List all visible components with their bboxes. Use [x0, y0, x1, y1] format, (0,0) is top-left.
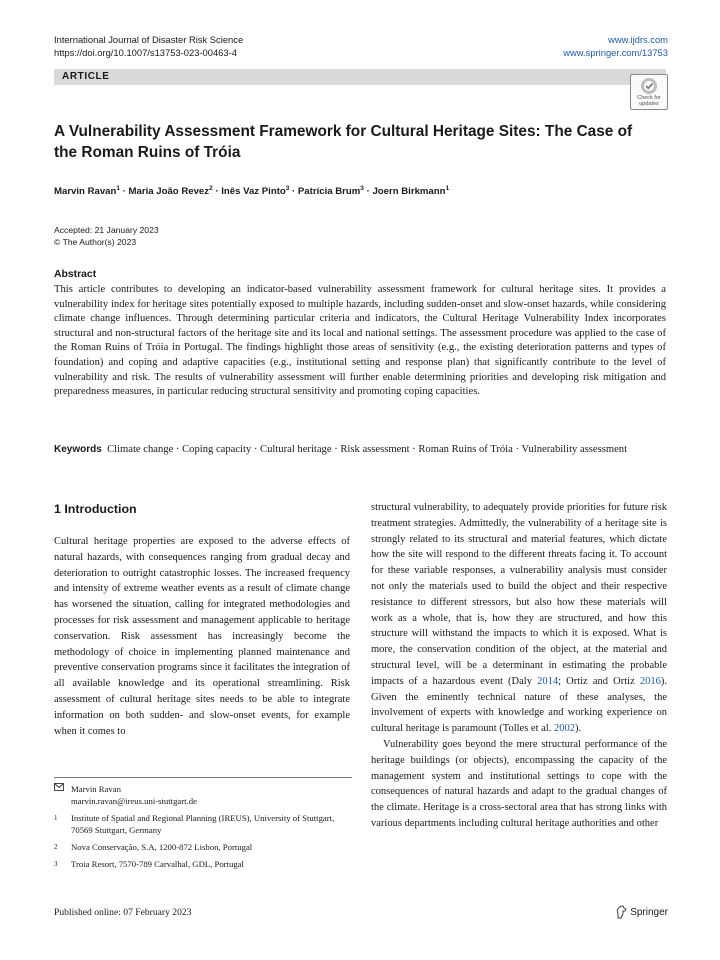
author-affiliation-mark: 2	[209, 185, 213, 192]
affiliation-footnote	[54, 841, 350, 853]
author-affiliation-mark: 1	[445, 185, 450, 192]
journal-website-link[interactable]: www.ijdrs.com	[608, 34, 668, 45]
keywords-list: Climate change · Coping capacity · Cultural heritage · Risk assessment · Roman Ruins of Tróia · Vulnerability assessment	[107, 444, 628, 455]
footnotes	[54, 783, 350, 875]
section-heading-introduction: 1 Introduction	[54, 502, 137, 516]
affiliation-number: 1	[54, 814, 58, 822]
affiliation-number: 2	[54, 843, 58, 851]
article-dates	[54, 224, 159, 248]
keywords-label: Keywords	[54, 444, 102, 455]
publisher-name: Springer	[630, 906, 668, 918]
affiliation-number: 3	[54, 860, 58, 868]
keywords	[54, 443, 666, 458]
abstract-text: This article contributes to developing an indicator-based vulnerability assessment framework for cultural heritage sites. It provides a vulnerability index for heritage sites potentially exposed to multiple hazards, including sudden-onset and slow-onset hazards, while considering climate change influences. Through determining particular criteria and indicators, the Cultural Heritage Vulnerability Index incorporates structural and non-structural factors of the heritage site and its local and national settings. The assessment procedure was applied to the case of the Roman Ruins of Tróia in Portugal. The findings highlight those areas of sensitivity (e.g., the existing deterioration patterns and types of foundation) and coping and adaptive capacities (e.g., institutional setting and response plan) that significantly contribute to the level of vulnerability and risk. The results of vulnerability assessment will further enable determining priorities and developing risk mitigation and preparedness measures, in particular reducing structural sensitivity and promoting coping capacities.	[54, 284, 666, 398]
author-list: Marvin Ravan$^1$ · Maria João Revez$^2$ · Inês Vaz Pinto$^3$ · Patrícia Brum$^3$ · Joern Birkmann$^1$	[54, 185, 450, 198]
citation-link[interactable]: 2002	[553, 723, 575, 735]
affiliation-text: Nova Conservação, S.A, 1200-872 Lisbon, Portugal	[71, 842, 253, 852]
body-column-right	[371, 500, 667, 832]
published-date: Published online: 07 February 2023	[54, 907, 192, 918]
body-column-left: Cultural heritage properties are exposed to the adverse effects of natural hazards, with consequences ranging from gradual decay and deterioration to outright catastrophic losses. The increased frequency and intensity of extreme weather events as a result of climate change has worsened the situation, calling for integrated methodologies and processes for risk assessment and management applicable to heritage conservation. Risk assessment has increasingly become the methodology of choice in implementing planned maintenance and preventive conservation programs since it facilitates the integration of all available knowledge and its operational streamlining. Risk assessment of cultural heritage sites needs to be able to integrate information on both sudden- and slow-onset events, for example when it comes to	[54, 536, 350, 737]
check-updates-text: Check for updates	[637, 95, 661, 107]
author-affiliation-mark: 3	[285, 185, 290, 192]
body-text: structural vulnerability, to adequately provide priorities for future risk treatment strategies. Admittedly, the vulnerability of a heritage site is strongly related to its structural and material features, which dictate how the site will respond to the different threats facing it. To account for these variable responses, a vulnerability analysis must consider not only the materials used to build the object and their respective resistance to different stressors, but also how these materials will work as a whole, that is, how they are structured, and how this structure will withstand the impacts to which it is exposed. What is more, the conservation condition of the object, at the material and structural level, will be a determinant in estimating the probable impacts of a hazardous event (Daly	[371, 502, 667, 687]
body-text: ).	[574, 723, 582, 735]
springer-journal-link[interactable]: www.springer.com/13753	[563, 47, 668, 58]
section-label: ARTICLE	[62, 71, 110, 82]
accepted-date: Accepted: 21 January 2023	[54, 225, 159, 235]
copyright-notice: © The Author(s) 2023	[54, 237, 137, 247]
citation-link[interactable]: 2016	[639, 675, 661, 687]
check-for-updates-badge[interactable]	[630, 74, 668, 110]
body-text: ; Ortiz and Ortiz	[558, 675, 640, 687]
affiliation-text: Institute of Spatial and Regional Planning (IREUS), University of Stuttgart, 70569 Stuttgart, Germany	[71, 813, 335, 835]
footnote-divider	[54, 777, 352, 778]
doi-link[interactable]: https://doi.org/10.1007/s13753-023-00463-4	[54, 47, 237, 58]
journal-name: International Journal of Disaster Risk Science	[54, 34, 244, 45]
corresponding-author-name: Marvin Ravan	[71, 784, 121, 794]
section-bar	[54, 69, 666, 85]
body-paragraph	[371, 500, 667, 737]
author-name[interactable]: Marvin Ravan	[54, 186, 117, 198]
author-name[interactable]: Maria João Revez	[128, 186, 210, 198]
article-title: A Vulnerability Assessment Framework for Cultural Heritage Sites: The Case of the Roman Ruins of Tróia	[54, 123, 633, 161]
envelope-icon	[54, 783, 64, 795]
author-name[interactable]: Joern Birkmann	[372, 186, 446, 198]
body-paragraph: Vulnerability goes beyond the mere structural performance of the heritage buildings (or objects), encompassing the capacity of the management system and institutional settings to cope with the consequences of natural hazards and adapt to the gradual changes of the climate. Heritage is a cross-sectoral area that has strong links with various departments including cultural heritage authorities and other	[371, 738, 667, 829]
body-text: ). Given the eminently technical nature of these analyses, the involvement of experts with knowledge and working experience on cultural heritage is paramount (Tolles et al.	[371, 675, 667, 735]
corresponding-author	[54, 783, 350, 807]
author-name[interactable]: Inês Vaz Pinto	[221, 186, 286, 198]
journal-links	[563, 33, 668, 59]
publisher-logo	[615, 905, 668, 919]
affiliation-text: Troia Resort, 7570-789 Carvalhal, GDL, Portugal	[71, 859, 244, 869]
author-name[interactable]: Patrícia Brum	[297, 186, 361, 198]
abstract-heading: Abstract	[54, 269, 97, 280]
corresponding-author-email[interactable]: marvin.ravan@ireus.uni-stuttgart.de	[71, 796, 197, 806]
springer-horse-icon	[615, 905, 627, 919]
author-affiliation-mark: 3	[360, 185, 364, 192]
check-updates-icon	[640, 77, 658, 95]
affiliation-footnote	[54, 858, 350, 870]
affiliation-footnote	[54, 812, 350, 836]
citation-link[interactable]: 2014	[537, 675, 559, 687]
journal-info	[54, 33, 243, 59]
author-affiliation-mark: 1	[116, 185, 121, 192]
